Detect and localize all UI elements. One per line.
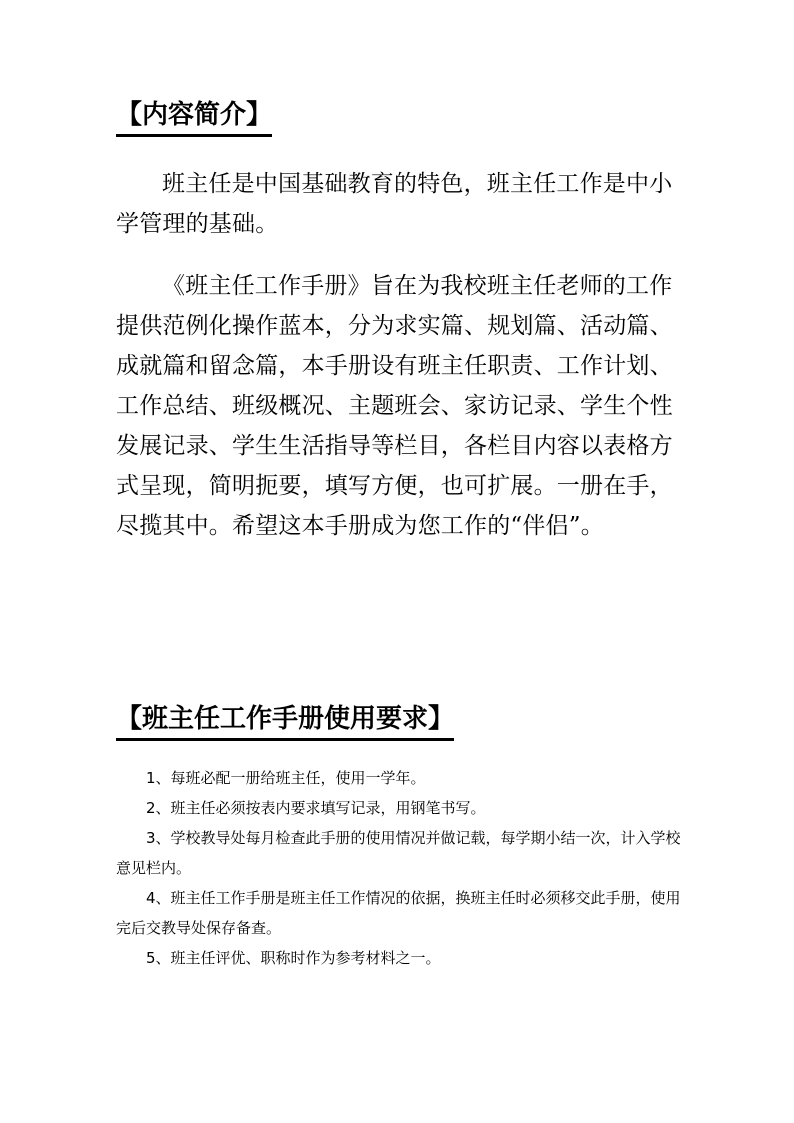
requirement-item: 3、学校教导处每月检查此手册的使用情况并做记载，每学期小结一次，计入学校意见栏内。 <box>116 829 681 877</box>
intro-paragraph-1: 班主任是中国基础教育的特色，班主任工作是中小学管理的基础。 <box>116 171 673 237</box>
intro-paragraph-2-block <box>116 266 684 546</box>
requirement-item: 4、班主任工作手册是班主任工作情况的依据，换班主任时必须移交此手册，使用完后交教导处保存备查。 <box>116 889 681 937</box>
requirements-list <box>116 763 686 973</box>
requirement-item: 2、班主任必须按表内要求填写记录，用钢笔书写。 <box>146 799 486 817</box>
requirement-item: 1、每班必配一册给班主任，使用一学年。 <box>146 769 426 787</box>
intro-paragraph-1-block <box>116 164 684 244</box>
intro-heading: 【内容简介】 <box>116 99 272 137</box>
intro-paragraph-2: 《班主任工作手册》旨在为我校班主任老师的工作提供范例化操作蓝本，分为求实篇、规划篇、活动篇、成就篇和留念篇，本手册设有班主任职责、工作计划、工作总结、班级概况、主题班会、家访记录、学生个性发展记录、学生生活指导等栏目，各栏目内容以表格方式呈现，简明扼要，填写方便，也可扩展。一册在手，尽揽其中。希望这本手册成为您工作的“伴侣”。 <box>116 273 673 539</box>
requirements-heading: 【班主任工作手册使用要求】 <box>116 703 454 741</box>
requirement-item: 5、班主任评优、职称时作为参考材料之一。 <box>146 949 441 967</box>
